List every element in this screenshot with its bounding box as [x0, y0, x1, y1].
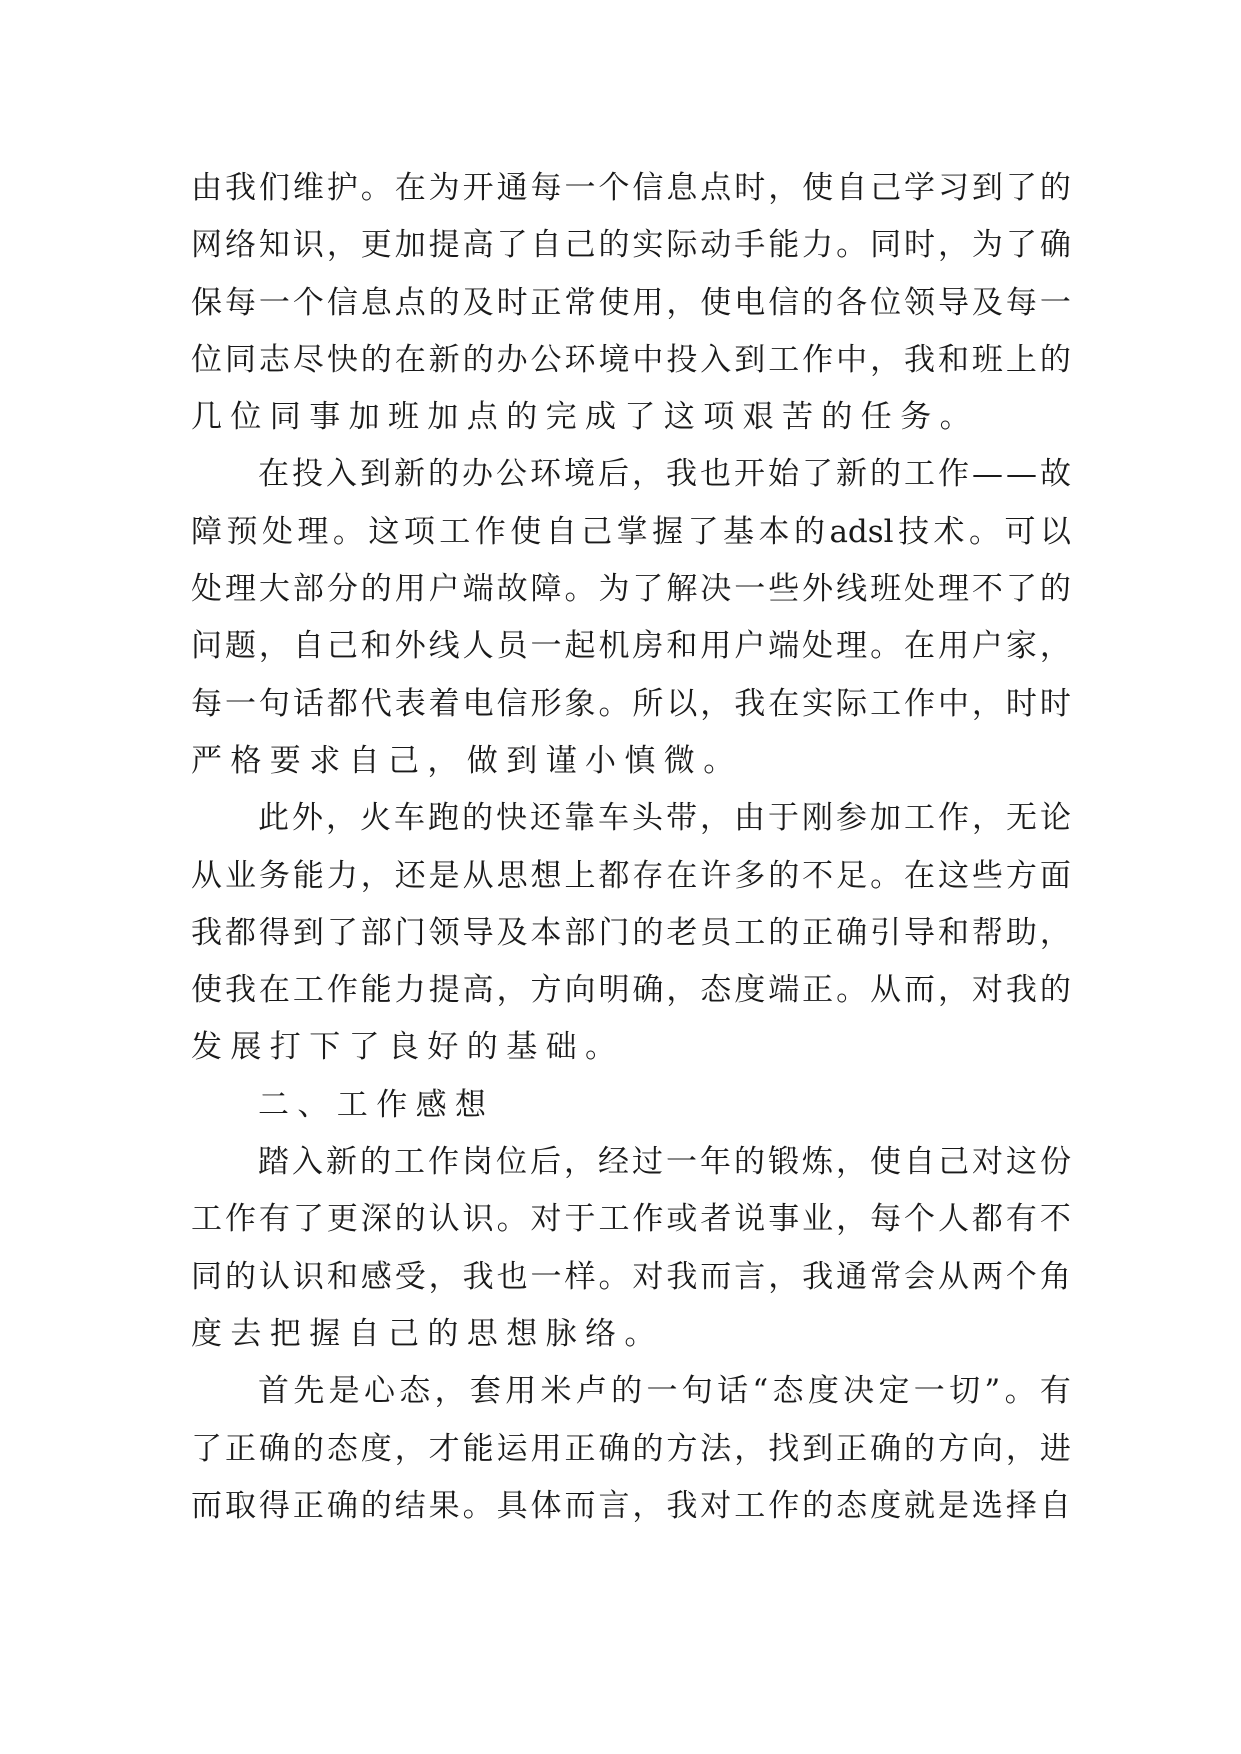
text-line: 同 的 认 识 和 感 受 ， 我 也 一 样 。 对 我 而 言 ， 我 通 常 会 从 两 个 角: [191, 1258, 1071, 1295]
text-line: 严格要求自己，做到谨小慎微。: [191, 742, 743, 779]
text-line: 几位同事加班加点的完成了这项艰苦的任务。: [191, 399, 979, 436]
text-line: 障 预 处 理 。 这 项 工 作 使 自 己 掌 握 了 基 本 的 adsl 技 术 。 可 以: [191, 513, 1071, 550]
text-line: 处 理 大 部 分 的 用 户 端 故 障 。 为 了 解 决 一 些 外 线 班 处 理 不 了 的: [191, 571, 1071, 608]
text-line: 使 我 在 工 作 能 力 提 高 ， 方 向 明 确 ， 态 度 端 正 。 从 而 ， 对 我 的: [191, 972, 1071, 1009]
document-body: [191, 160, 1071, 1535]
text-line: 发展打下了良好的基础。: [191, 1029, 625, 1066]
paragraph-first-line: 首 先 是 心 态 ， 套 用 米 卢 的 一 句 话 “ 态 度 决 定 一 切 ” 。 有: [258, 1373, 1071, 1410]
paragraph-first-line: 此 外 ， 火 车 跑 的 快 还 靠 车 头 带 ， 由 于 刚 参 加 工 作 ， 无 论: [258, 800, 1071, 837]
text-line: 由 我 们 维 护 。 在 为 开 通 每 一 个 信 息 点 时 ， 使 自 己 学 习 到 了 的: [191, 170, 1071, 206]
text-line: 工 作 有 了 更 深 的 认 识 。 对 于 工 作 或 者 说 事 业 ， 每 个 人 都 有 不: [191, 1201, 1071, 1238]
paragraph-first-line: 踏 入 新 的 工 作 岗 位 后 ， 经 过 一 年 的 锻 炼 ， 使 自 己 对 这 份: [258, 1144, 1071, 1181]
text-line: 我 都 得 到 了 部 门 领 导 及 本 部 门 的 老 员 工 的 正 确 引 导 和 帮 助 ，: [191, 914, 1071, 951]
text-line: 而 取 得 正 确 的 结 果 。 具 体 而 言 ， 我 对 工 作 的 态 度 就 是 选 择 自: [191, 1487, 1071, 1524]
text-line: 问 题 ， 自 己 和 外 线 人 员 一 起 机 房 和 用 户 端 处 理 。 在 用 户 家 ，: [191, 628, 1071, 665]
text-line: 从 业 务 能 力 ， 还 是 从 思 想 上 都 存 在 许 多 的 不 足 。 在 这 些 方 面: [191, 857, 1071, 894]
text-line: 每 一 句 话 都 代 表 着 电 信 形 象 。 所 以 ， 我 在 实 际 工 作 中 ， 时 时: [191, 685, 1071, 722]
text-line: 保 每 一 个 信 息 点 的 及 时 正 常 使 用 ， 使 电 信 的 各 位 领 导 及 每 一: [191, 284, 1071, 321]
section-heading: 二、工作感想: [258, 1086, 495, 1123]
text-line: 网 络 知 识 ， 更 加 提 高 了 自 己 的 实 际 动 手 能 力 。 同 时 ， 为 了 确: [191, 227, 1071, 264]
text-line: 了 正 确 的 态 度 ， 才 能 运 用 正 确 的 方 法 ， 找 到 正 确 的 方 向 ， 进: [191, 1430, 1071, 1467]
text-line: 度去把握自己的思想脉络。: [191, 1315, 664, 1352]
text-line: 位 同 志 尽 快 的 在 新 的 办 公 环 境 中 投 入 到 工 作 中 ， 我 和 班 上 的: [191, 341, 1071, 378]
paragraph-first-line: 在 投 入 到 新 的 办 公 环 境 后 ， 我 也 开 始 了 新 的 工 作 — — 故: [258, 456, 1071, 493]
